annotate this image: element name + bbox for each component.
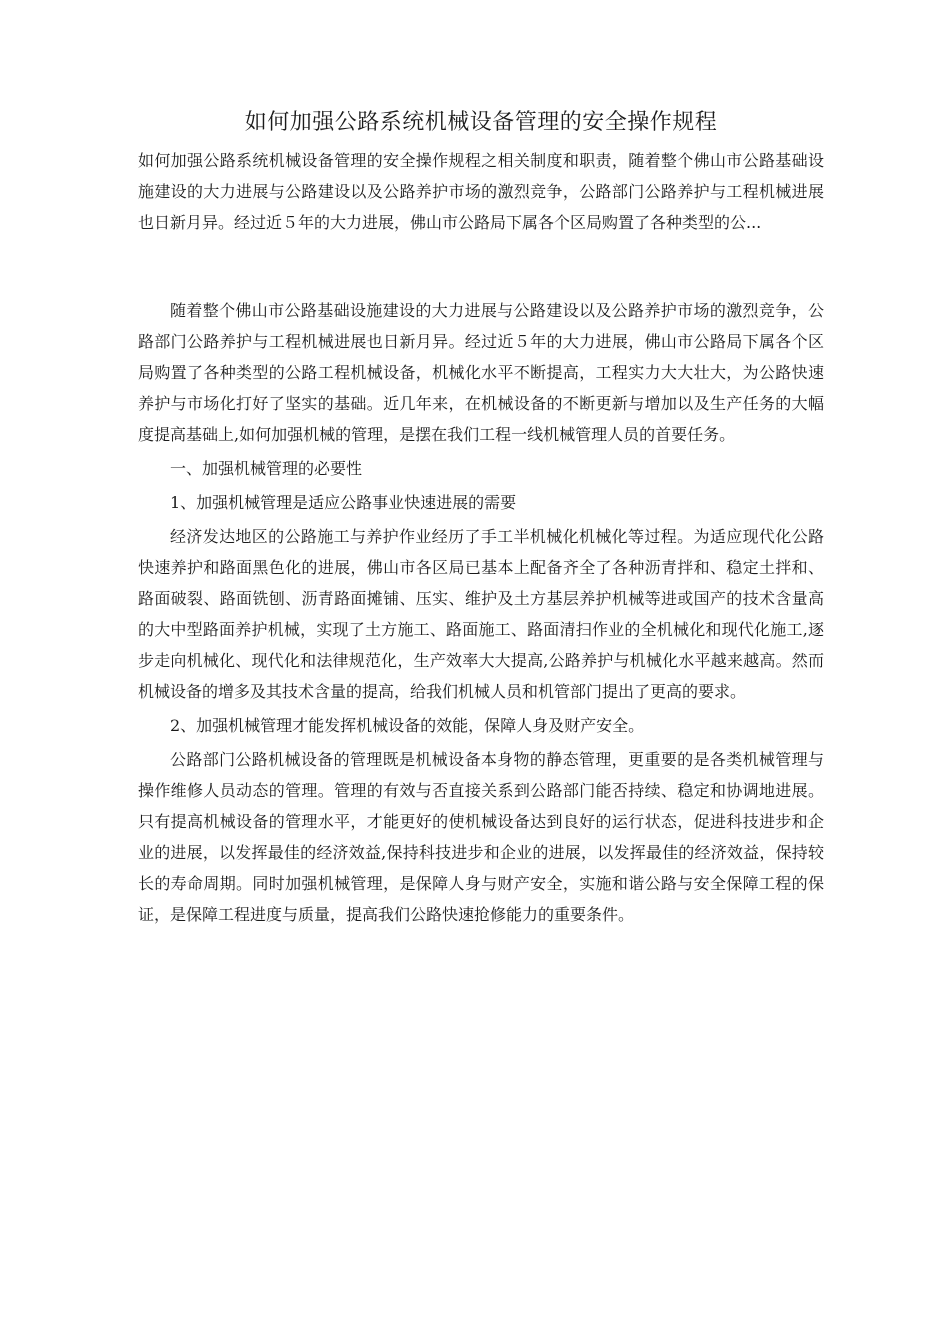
body-paragraph-3: 公路部门公路机械设备的管理既是机械设备本身物的静态管理，更重要的是各类机械管理与操作维修人员动态的管理。管理的有效与否直接关系到公路部门能否持续、稳定和协调地进展。只有提高机械设备的管理水平，才能更好的使机械设备达到良好的运行状态，促进科技进步和企业的进展，以发挥最佳的经济效益,保持科技进步和企业的进展，以发挥最佳的经济效益，保持较长的寿命周期。同时加强机械管理，是保障人身与财产安全，实施和谐公路与安全保障工程的保证，是保障工程进度与质量，提高我们公路快速抢修能力的重要条件。 [138, 750, 824, 924]
intro-paragraph: 如何加强公路系统机械设备管理的安全操作规程之相关制度和职责，随着整个佛山市公路基础设施建设的大力进展与公路建设以及公路养护市场的激烈竞争，公路部门公路养护与工程机械进展也日新月异。经过近５年的大力进展，佛山市公路局下属各个区局购置了各种类型的公... [138, 151, 824, 232]
document-page [138, 104, 824, 930]
body-paragraph-1: 随着整个佛山市公路基础设施建设的大力进展与公路建设以及公路养护市场的激烈竞争，公路部门公路养护与工程机械进展也日新月异。经过近５年的大力进展，佛山市公路局下属各个区局购置了各种类型的公路工程机械设备，机械化水平不断提高，工程实力大大壮大，为公路快速养护与市场化打好了坚实的基础。近几年来，在机械设备的不断更新与增加以及生产任务的大幅度提高基础上,如何加强机械的管理，是摆在我们工程一线机械管理人员的首要任务。 [138, 301, 824, 444]
body-paragraph-2: 经济发达地区的公路施工与养护作业经历了手工半机械化机械化等过程。为适应现代化公路快速养护和路面黑色化的进展，佛山市各区局已基本上配备齐全了各种沥青拌和、稳定土拌和、路面破裂、路面铣刨、沥青路面摊铺、压实、维护及土方基层养护机械等进或国产的技术含量高的大中型路面养护机械，实现了土方施工、路面施工、路面清扫作业的全机械化和现代化施工,逐步走向机械化、现代化和法律规范化，生产效率大大提高,公路养护与机械化水平越来越高。然而机械设备的增多及其技术含量的提高，给我们机械人员和机管部门提出了更高的要求。 [138, 527, 824, 701]
subsection-heading-2: 2、加强机械管理才能发挥机械设备的效能，保障人身及财产安全。 [170, 716, 645, 735]
section-heading-1: 一、加强机械管理的必要性 [170, 459, 363, 478]
subsection-heading-1: 1、加强机械管理是适应公路事业快速进展的需要 [170, 493, 517, 512]
document-title: 如何加强公路系统机械设备管理的安全操作规程 [244, 110, 718, 135]
